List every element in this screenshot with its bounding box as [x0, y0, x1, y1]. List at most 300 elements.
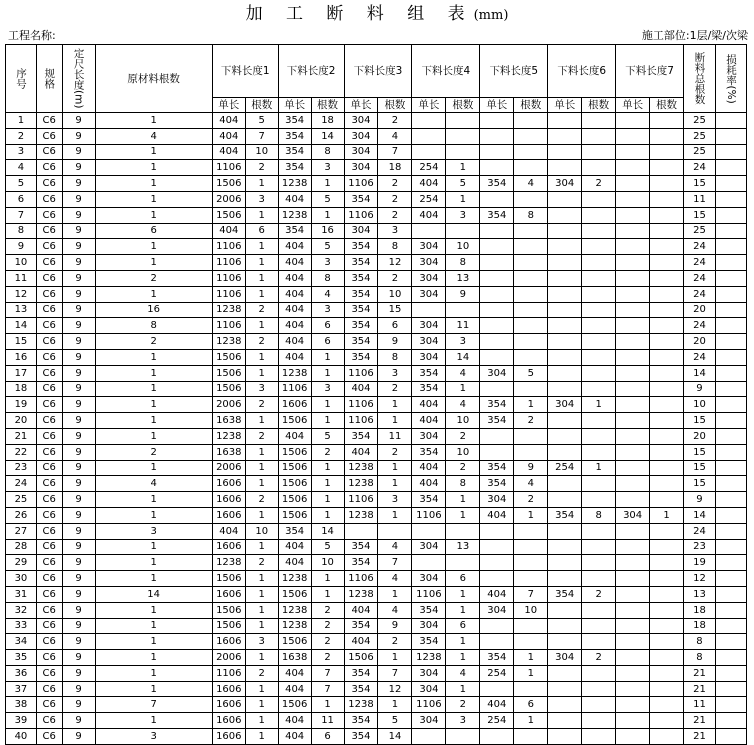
table-cell: 38	[6, 697, 37, 713]
table-cell: 1238	[278, 618, 311, 634]
table-cell: 1506	[278, 413, 311, 429]
table-cell: 1	[378, 697, 412, 713]
table-cell	[715, 128, 746, 144]
table-row	[6, 586, 747, 602]
table-cell	[514, 349, 548, 365]
table-cell: 23	[6, 460, 37, 476]
table-cell: C6	[36, 602, 62, 618]
table-cell: 6	[514, 697, 548, 713]
table-cell: 2	[95, 270, 212, 286]
table-cell	[715, 365, 746, 381]
table-cell: 20	[684, 302, 716, 318]
table-cell	[412, 144, 446, 160]
table-cell: 3	[245, 191, 278, 207]
table-cell	[616, 634, 650, 650]
table-cell	[514, 191, 548, 207]
table-cell	[582, 365, 616, 381]
table-cell: 1	[378, 650, 412, 666]
table-cell: 354	[344, 349, 378, 365]
table-cell	[548, 729, 582, 745]
table-cell: 2	[378, 444, 412, 460]
table-cell: 9	[62, 729, 95, 745]
table-cell: 1	[311, 571, 344, 587]
table-cell: 354	[344, 191, 378, 207]
table-cell: 9	[62, 286, 95, 302]
table-cell	[616, 476, 650, 492]
table-cell: 354	[548, 507, 582, 523]
table-cell: C6	[36, 476, 62, 492]
table-cell: 11	[684, 697, 716, 713]
table-cell: 1238	[212, 334, 245, 350]
table-cell	[514, 128, 548, 144]
table-cell: 1	[245, 460, 278, 476]
table-cell: C6	[36, 113, 62, 129]
table-cell: 24	[684, 239, 716, 255]
table-cell: 404	[412, 207, 446, 223]
table-cell: 21	[6, 428, 37, 444]
table-cell: 1606	[212, 713, 245, 729]
table-cell: 6	[6, 191, 37, 207]
table-cell	[616, 539, 650, 555]
table-cell	[715, 618, 746, 634]
table-cell: 1506	[278, 460, 311, 476]
table-cell: 354	[412, 365, 446, 381]
table-cell	[514, 223, 548, 239]
table-cell: C6	[36, 207, 62, 223]
table-cell: C6	[36, 618, 62, 634]
table-cell: 1106	[212, 160, 245, 176]
table-cell	[582, 381, 616, 397]
table-cell: 21	[684, 681, 716, 697]
table-cell: 9	[62, 318, 95, 334]
table-cell: 404	[278, 539, 311, 555]
table-cell: 354	[412, 381, 446, 397]
table-cell: 354	[344, 665, 378, 681]
table-cell: 1238	[344, 697, 378, 713]
table-cell	[616, 128, 650, 144]
table-cell: 1506	[212, 571, 245, 587]
table-cell: 304	[344, 144, 378, 160]
table-cell	[715, 191, 746, 207]
table-cell	[616, 176, 650, 192]
table-cell	[582, 729, 616, 745]
table-cell: 22	[6, 444, 37, 460]
subheader-unit-length: 单长	[212, 98, 245, 113]
table-cell: 16	[6, 349, 37, 365]
table-cell	[616, 286, 650, 302]
table-cell	[650, 586, 684, 602]
table-cell	[650, 492, 684, 508]
table-cell: 404	[412, 460, 446, 476]
table-cell: 1606	[212, 729, 245, 745]
table-cell	[582, 413, 616, 429]
table-cell: 404	[212, 144, 245, 160]
table-cell: 2	[311, 650, 344, 666]
table-cell: 1	[95, 555, 212, 571]
table-cell: 354	[344, 318, 378, 334]
table-cell	[480, 286, 514, 302]
table-cell: C6	[36, 286, 62, 302]
table-cell: 304	[480, 492, 514, 508]
table-cell: 1	[245, 650, 278, 666]
table-cell: 354	[412, 444, 446, 460]
table-cell: 8	[446, 255, 480, 271]
table-cell: 24	[684, 270, 716, 286]
table-cell: C6	[36, 713, 62, 729]
table-cell	[650, 160, 684, 176]
table-cell: 1106	[212, 665, 245, 681]
table-cell: 1238	[344, 476, 378, 492]
table-cell	[480, 428, 514, 444]
table-cell	[548, 113, 582, 129]
table-cell: 15	[684, 176, 716, 192]
table-cell	[480, 223, 514, 239]
table-cell: 25	[684, 128, 716, 144]
table-cell	[480, 618, 514, 634]
table-cell: 25	[684, 113, 716, 129]
table-cell: 20	[684, 334, 716, 350]
table-cell	[616, 191, 650, 207]
table-cell: 18	[378, 160, 412, 176]
table-cell: 4	[378, 571, 412, 587]
table-cell	[548, 428, 582, 444]
table-cell: 18	[684, 618, 716, 634]
table-row	[6, 144, 747, 160]
table-cell	[548, 207, 582, 223]
table-cell	[650, 176, 684, 192]
table-cell: 1	[245, 586, 278, 602]
table-cell: 1606	[212, 681, 245, 697]
table-cell: 9	[62, 618, 95, 634]
table-row	[6, 318, 747, 334]
table-cell: 1606	[212, 697, 245, 713]
table-cell: 9	[62, 176, 95, 192]
table-cell: 3	[311, 255, 344, 271]
table-cell: 354	[480, 176, 514, 192]
table-cell: 304	[412, 539, 446, 555]
table-cell	[582, 571, 616, 587]
table-cell: 404	[212, 523, 245, 539]
table-cell: 1	[95, 286, 212, 302]
table-cell	[548, 444, 582, 460]
table-cell	[616, 318, 650, 334]
table-cell	[715, 539, 746, 555]
table-cell: 8	[6, 223, 37, 239]
table-cell: 1	[446, 634, 480, 650]
table-cell	[715, 176, 746, 192]
table-cell: 24	[684, 286, 716, 302]
table-cell: 304	[412, 713, 446, 729]
subheader-unit-length: 单长	[616, 98, 650, 113]
table-cell: 15	[684, 460, 716, 476]
table-cell: 3	[446, 713, 480, 729]
table-cell: 9	[514, 460, 548, 476]
table-cell: 40	[6, 729, 37, 745]
table-cell	[650, 318, 684, 334]
table-cell	[548, 349, 582, 365]
table-cell	[548, 144, 582, 160]
table-cell	[715, 270, 746, 286]
table-cell: 15	[684, 207, 716, 223]
table-cell: 404	[278, 191, 311, 207]
table-cell	[650, 713, 684, 729]
table-cell: 24	[684, 160, 716, 176]
table-cell: 1506	[278, 492, 311, 508]
table-cell: 1606	[212, 492, 245, 508]
table-cell: 2006	[212, 191, 245, 207]
table-row	[6, 444, 747, 460]
table-cell: 304	[344, 113, 378, 129]
table-cell: 354	[480, 460, 514, 476]
table-cell: 1106	[412, 507, 446, 523]
table-cell: 28	[6, 539, 37, 555]
table-cell: 304	[412, 270, 446, 286]
table-cell: 1	[95, 650, 212, 666]
table-cell: 1238	[278, 365, 311, 381]
table-cell: C6	[36, 191, 62, 207]
table-cell: 1	[378, 460, 412, 476]
table-cell: C6	[36, 144, 62, 160]
table-cell	[514, 113, 548, 129]
table-cell: 404	[278, 286, 311, 302]
table-cell: 25	[684, 144, 716, 160]
table-cell: 1238	[412, 650, 446, 666]
table-cell: 1	[311, 413, 344, 429]
table-cell: 1	[245, 571, 278, 587]
table-cell: 10	[684, 397, 716, 413]
table-cell: 19	[684, 555, 716, 571]
table-row	[6, 713, 747, 729]
table-cell	[582, 555, 616, 571]
table-cell: 2	[446, 697, 480, 713]
table-cell	[715, 571, 746, 587]
table-cell: 14	[311, 128, 344, 144]
table-cell: 1	[245, 176, 278, 192]
table-cell	[548, 334, 582, 350]
title-unit: (mm)	[473, 8, 509, 23]
table-cell: 19	[6, 397, 37, 413]
table-cell: 13	[684, 586, 716, 602]
table-cell: 11	[684, 191, 716, 207]
table-cell: 9	[62, 223, 95, 239]
table-cell	[412, 302, 446, 318]
table-cell	[582, 191, 616, 207]
table-cell: 6	[378, 318, 412, 334]
table-cell: 9	[62, 428, 95, 444]
table-cell: 1	[95, 492, 212, 508]
table-cell: 1	[311, 349, 344, 365]
table-cell: 1	[311, 697, 344, 713]
table-cell: 1	[95, 239, 212, 255]
table-cell: 9	[62, 128, 95, 144]
table-cell: 1	[311, 492, 344, 508]
table-cell: 12	[6, 286, 37, 302]
table-cell: 3	[378, 365, 412, 381]
table-cell: 9	[62, 255, 95, 271]
table-cell: 24	[6, 476, 37, 492]
table-cell: 13	[446, 270, 480, 286]
table-cell: 9	[62, 113, 95, 129]
table-cell	[582, 318, 616, 334]
table-cell	[480, 444, 514, 460]
table-cell: 9	[62, 507, 95, 523]
table-cell	[548, 286, 582, 302]
table-cell: 1	[245, 365, 278, 381]
table-cell	[480, 318, 514, 334]
table-cell: 9	[62, 444, 95, 460]
table-cell	[514, 286, 548, 302]
table-cell	[412, 113, 446, 129]
table-cell: 1	[245, 681, 278, 697]
table-cell: 354	[480, 650, 514, 666]
table-cell	[582, 334, 616, 350]
table-cell: 404	[278, 270, 311, 286]
table-cell: 404	[480, 586, 514, 602]
table-cell	[715, 428, 746, 444]
table-cell: C6	[36, 128, 62, 144]
table-cell: 31	[6, 586, 37, 602]
table-cell	[480, 113, 514, 129]
table-cell	[480, 523, 514, 539]
construction-location: 施工部位:1层/梁/次梁	[641, 29, 748, 42]
table-cell: 1	[514, 397, 548, 413]
table-cell	[616, 444, 650, 460]
table-cell: 33	[6, 618, 37, 634]
table-cell: 14	[311, 523, 344, 539]
table-cell: 12	[378, 255, 412, 271]
table-cell: 9	[62, 144, 95, 160]
table-cell	[616, 571, 650, 587]
table-cell: 354	[412, 602, 446, 618]
table-cell: 354	[344, 255, 378, 271]
table-cell: 354	[344, 239, 378, 255]
table-cell: 9	[62, 697, 95, 713]
table-cell	[582, 160, 616, 176]
table-cell	[715, 650, 746, 666]
table-cell: 354	[278, 144, 311, 160]
table-cell	[548, 665, 582, 681]
table-cell: 1	[446, 602, 480, 618]
table-cell: 1	[95, 349, 212, 365]
table-cell: C6	[36, 223, 62, 239]
table-cell	[582, 681, 616, 697]
table-cell	[582, 665, 616, 681]
table-cell	[616, 492, 650, 508]
table-cell	[650, 413, 684, 429]
table-cell: 1	[95, 507, 212, 523]
table-cell	[514, 523, 548, 539]
table-cell	[548, 365, 582, 381]
table-cell	[650, 571, 684, 587]
table-cell: 304	[344, 160, 378, 176]
table-cell	[582, 349, 616, 365]
table-cell	[616, 618, 650, 634]
table-cell: 254	[480, 713, 514, 729]
table-cell: 1	[582, 397, 616, 413]
table-cell: 37	[6, 681, 37, 697]
subheader-count: 根数	[514, 98, 548, 113]
table-cell	[480, 634, 514, 650]
table-cell: 2	[446, 460, 480, 476]
table-cell	[650, 634, 684, 650]
table-cell	[514, 729, 548, 745]
table-cell	[412, 729, 446, 745]
table-cell	[480, 555, 514, 571]
table-cell	[650, 697, 684, 713]
table-cell	[480, 255, 514, 271]
table-cell: 15	[684, 413, 716, 429]
table-cell	[715, 239, 746, 255]
table-cell: 404	[278, 349, 311, 365]
table-cell	[650, 602, 684, 618]
table-cell	[446, 302, 480, 318]
table-cell: 20	[684, 428, 716, 444]
table-cell	[650, 555, 684, 571]
table-cell	[480, 539, 514, 555]
table-cell: 404	[212, 223, 245, 239]
table-cell: 1	[446, 650, 480, 666]
table-cell: 14	[95, 586, 212, 602]
table-cell: 1	[95, 460, 212, 476]
table-cell: 6	[311, 334, 344, 350]
subheader-unit-length: 单长	[412, 98, 446, 113]
table-cell	[616, 729, 650, 745]
table-cell: 2	[378, 381, 412, 397]
table-cell	[548, 270, 582, 286]
table-cell	[715, 476, 746, 492]
table-cell: 9	[446, 286, 480, 302]
table-cell: 1506	[278, 444, 311, 460]
table-cell: 7	[378, 555, 412, 571]
table-cell: C6	[36, 444, 62, 460]
table-cell	[650, 302, 684, 318]
table-cell: 24	[684, 255, 716, 271]
table-cell: 1	[446, 160, 480, 176]
table-cell: 1506	[278, 507, 311, 523]
table-cell	[616, 160, 650, 176]
table-cell: C6	[36, 729, 62, 745]
table-cell: 5	[245, 113, 278, 129]
table-cell: 2	[514, 492, 548, 508]
table-cell	[715, 302, 746, 318]
table-cell	[715, 507, 746, 523]
table-cell: 404	[212, 113, 245, 129]
table-cell: 1	[378, 586, 412, 602]
table-cell: 1	[311, 397, 344, 413]
table-cell: 1106	[212, 286, 245, 302]
table-cell	[548, 255, 582, 271]
table-cell: 36	[6, 665, 37, 681]
table-cell: 1	[95, 571, 212, 587]
table-cell: 7	[245, 128, 278, 144]
table-cell: 1	[378, 413, 412, 429]
table-cell: 10	[446, 413, 480, 429]
table-cell: 1506	[212, 349, 245, 365]
subheader-count: 根数	[650, 98, 684, 113]
table-cell: 4	[378, 128, 412, 144]
table-cell	[650, 665, 684, 681]
table-cell: 9	[62, 207, 95, 223]
table-cell: 1	[245, 255, 278, 271]
table-cell: 2	[378, 207, 412, 223]
table-cell	[650, 365, 684, 381]
table-cell	[650, 223, 684, 239]
header-loss-rate: 损耗率(%)	[715, 45, 746, 113]
table-cell: 254	[412, 191, 446, 207]
page-title	[0, 3, 754, 25]
table-cell	[616, 650, 650, 666]
table-cell: 304	[412, 239, 446, 255]
